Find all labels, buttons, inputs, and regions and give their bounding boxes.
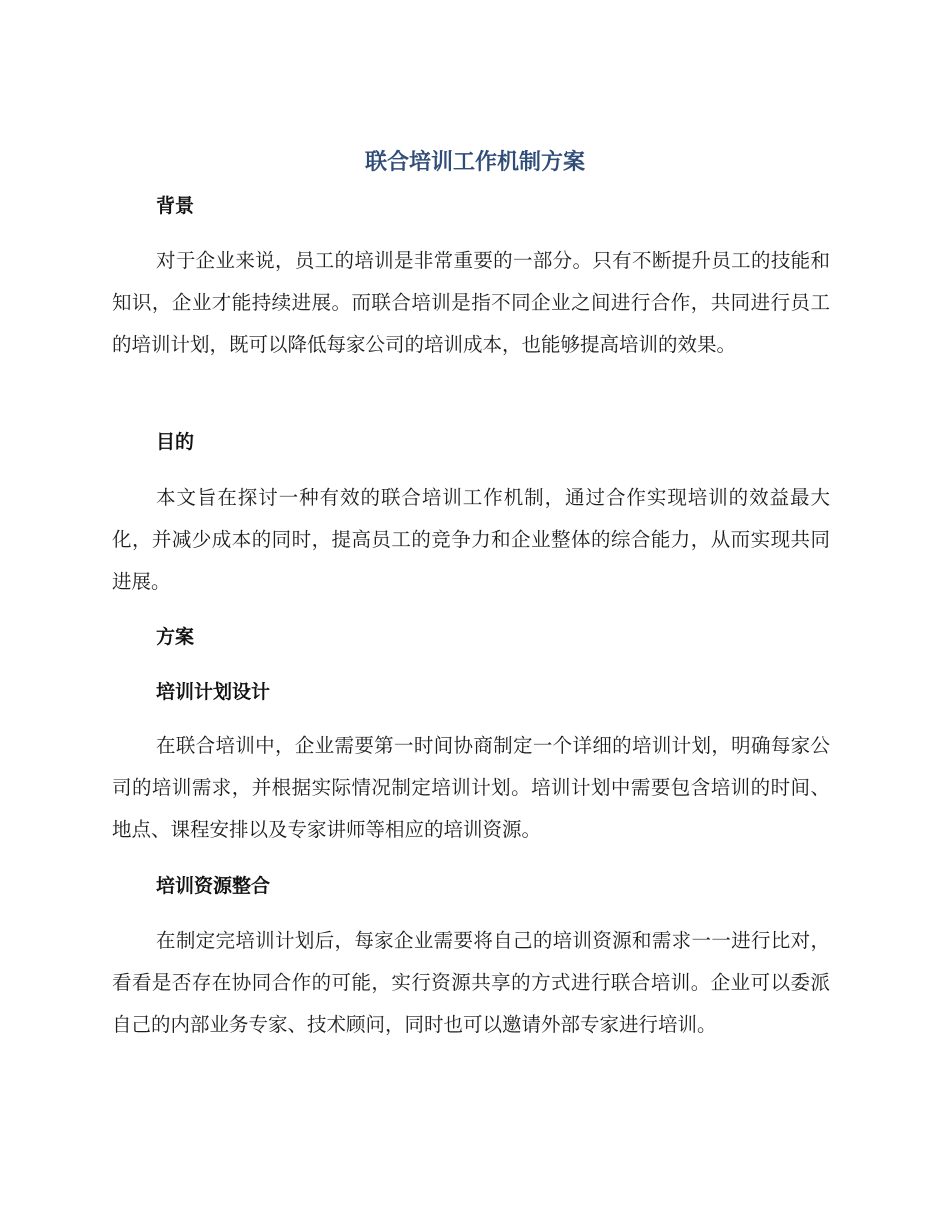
document-title: 联合培训工作机制方案: [364, 150, 585, 175]
section-heading-resource-integration: 培训资源整合: [156, 875, 271, 897]
section-heading-training-plan-design: 培训计划设计: [156, 681, 271, 703]
section-heading-plan: 方案: [156, 626, 195, 648]
section-paragraph-training-plan-design: 在联合培训中，企业需要第一时间协商制定一个详细的培训计划，明确每家公司的培训需求，并根据实际情况制定培训计划。培训计划中需要包含培训的时间、地点、课程安排以及专家讲师等相应的培训资源。: [112, 734, 830, 841]
section-paragraph-purpose: 本文旨在探讨一种有效的联合培训工作机制，通过合作实现培训的效益最大化，并减少成本的同时，提高员工的竞争力和企业整体的综合能力，从而实现共同进展。: [112, 486, 830, 593]
section-heading-background: 背景: [156, 195, 195, 217]
section-paragraph-background: 对于企业来说，员工的培训是非常重要的一部分。只有不断提升员工的技能和知识，企业才能持续进展。而联合培训是指不同企业之间进行合作，共同进行员工的培训计划，既可以降低每家公司的培训成本，也能够提高培训的效果。: [112, 249, 830, 356]
section-paragraph-resource-integration: 在制定完培训计划后，每家企业需要将自己的培训资源和需求一一进行比对，看看是否存在协同合作的可能，实行资源共享的方式进行联合培训。企业可以委派自己的内部业务专家、技术顾问，同时也可以邀请外部专家进行培训。: [112, 929, 830, 1036]
section-heading-purpose: 目的: [156, 431, 195, 453]
